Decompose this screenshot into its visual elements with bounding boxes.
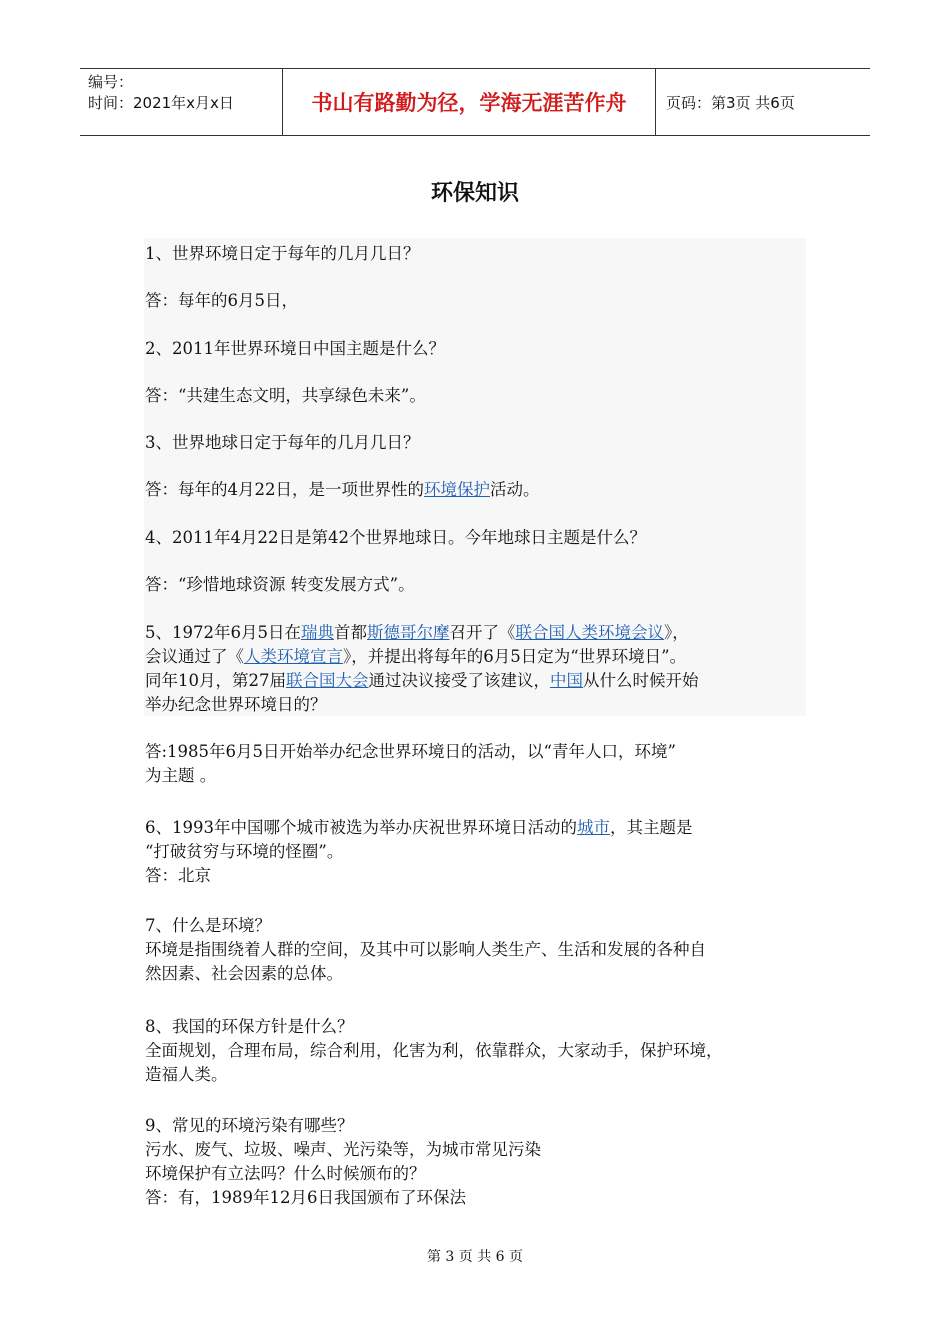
- question-5-line-2: [145, 645, 815, 669]
- question-1: 1、世界环境日定于每年的几月几日？: [145, 244, 420, 263]
- page-footer: 第 3 页 共 6 页: [426, 1249, 524, 1265]
- question-3: 3、世界地球日定于每年的几月几日？: [145, 433, 420, 452]
- answer-7-line-1: 环境是指围绕着人群的空间，及其中可以影响人类生产、生活和发展的各种自: [145, 940, 706, 959]
- header-table: [80, 68, 870, 136]
- question-2: 2、2011年世界环境日中国主题是什么？: [145, 339, 445, 358]
- q5-text: 同年10月，第27届: [145, 671, 286, 690]
- link-un-general-assembly[interactable]: 联合国大会: [286, 671, 369, 690]
- q6-text: 6、1993年中国哪个城市被选为举办庆祝世界环境日活动的: [145, 818, 577, 837]
- link-china[interactable]: 中国: [550, 671, 583, 690]
- question-5-line-3: [145, 669, 815, 693]
- question-9-title: 9、常见的环境污染有哪些？: [145, 1116, 354, 1135]
- question-7: [145, 914, 815, 986]
- answer-3-text: 答：每年的4月22日，是一项世界性的: [145, 480, 424, 499]
- answer-9-line-1: 污水、废气、垃圾、噪声、光污染等，为城市常见污染: [145, 1140, 541, 1159]
- time-label: 时间：2021年x月x日: [88, 94, 234, 112]
- motto: 书山有路勤为径，学海无涯苦作舟: [282, 69, 656, 135]
- q5-text: 首都: [334, 623, 367, 642]
- question-5-line-4: 举办纪念世界环境日的？: [145, 695, 327, 714]
- answer-3-text-end: 活动。: [490, 480, 540, 499]
- link-human-environment-declaration[interactable]: 人类环境宣言: [244, 647, 343, 666]
- q5-text: 》，并提出将每年的6月5日定为“世界环境日”。: [343, 647, 687, 666]
- link-sweden[interactable]: 瑞典: [301, 623, 334, 642]
- link-un-human-environment-conference[interactable]: 联合国人类环境会议: [515, 623, 664, 642]
- question-8-title: 8、我国的环保方针是什么？: [145, 1017, 354, 1036]
- answer-8-line-1: 全面规划，合理布局，综合利用，化害为利，依靠群众，大家动手，保护环境，: [145, 1041, 723, 1060]
- question-5-line-1: [145, 621, 815, 645]
- answer-1: 答：每年的6月5日，: [145, 291, 298, 310]
- question-6-line-2: “打破贫穷与环境的怪圈”。: [145, 842, 344, 861]
- answer-9-line-2: 环境保护有立法吗？什么时候颁布的？: [145, 1164, 426, 1183]
- page-label: 页码：第3页 共6页: [666, 93, 795, 112]
- answer-2: 答：“共建生态文明，共享绿色未来”。: [145, 386, 426, 405]
- link-stockholm[interactable]: 斯德哥尔摩: [367, 623, 450, 642]
- link-environmental-protection[interactable]: 环境保护: [424, 480, 490, 499]
- q5-text: 》，: [664, 623, 689, 642]
- number-label: 编号：: [88, 73, 134, 91]
- answer-5-line-1: 答:1985年6月5日开始举办纪念世界环境日的活动，以“青年人口，环境”: [145, 742, 676, 761]
- page-title: 环保知识: [430, 181, 519, 206]
- q5-text: 会议通过了《: [145, 647, 244, 666]
- answer-7-line-2: 然因素、社会因素的总体。: [145, 964, 343, 983]
- answer-8-line-2: 造福人类。: [145, 1065, 228, 1084]
- q5-text: 从什么时候开始: [583, 671, 699, 690]
- answer-9-line-3: 答：有，1989年12月6日我国颁布了环保法: [145, 1188, 466, 1207]
- header-meta-cell: [80, 69, 282, 135]
- q6-text: ，其主题是: [610, 818, 693, 837]
- question-9: [145, 1114, 815, 1210]
- q5-text: 5、1972年6月5日在: [145, 623, 301, 642]
- question-5: [145, 621, 815, 717]
- q5-text: 召开了《: [449, 623, 516, 642]
- q5-text: 通过决议接受了该建议，: [368, 671, 550, 690]
- question-6-line-1: [145, 816, 815, 840]
- link-city[interactable]: 城市: [577, 818, 610, 837]
- answer-5: [145, 740, 815, 788]
- answer-6: 答：北京: [145, 866, 211, 885]
- answer-4: 答：“珍惜地球资源 转变发展方式”。: [145, 575, 415, 594]
- question-6: [145, 816, 815, 888]
- question-7-title: 7、什么是环境？: [145, 916, 271, 935]
- answer-5-line-2: 为主题 。: [145, 766, 217, 785]
- question-4: 4、2011年4月22日是第42个世界地球日。今年地球日主题是什么？: [145, 528, 646, 547]
- answer-3: [145, 478, 815, 502]
- question-8: [145, 1015, 815, 1087]
